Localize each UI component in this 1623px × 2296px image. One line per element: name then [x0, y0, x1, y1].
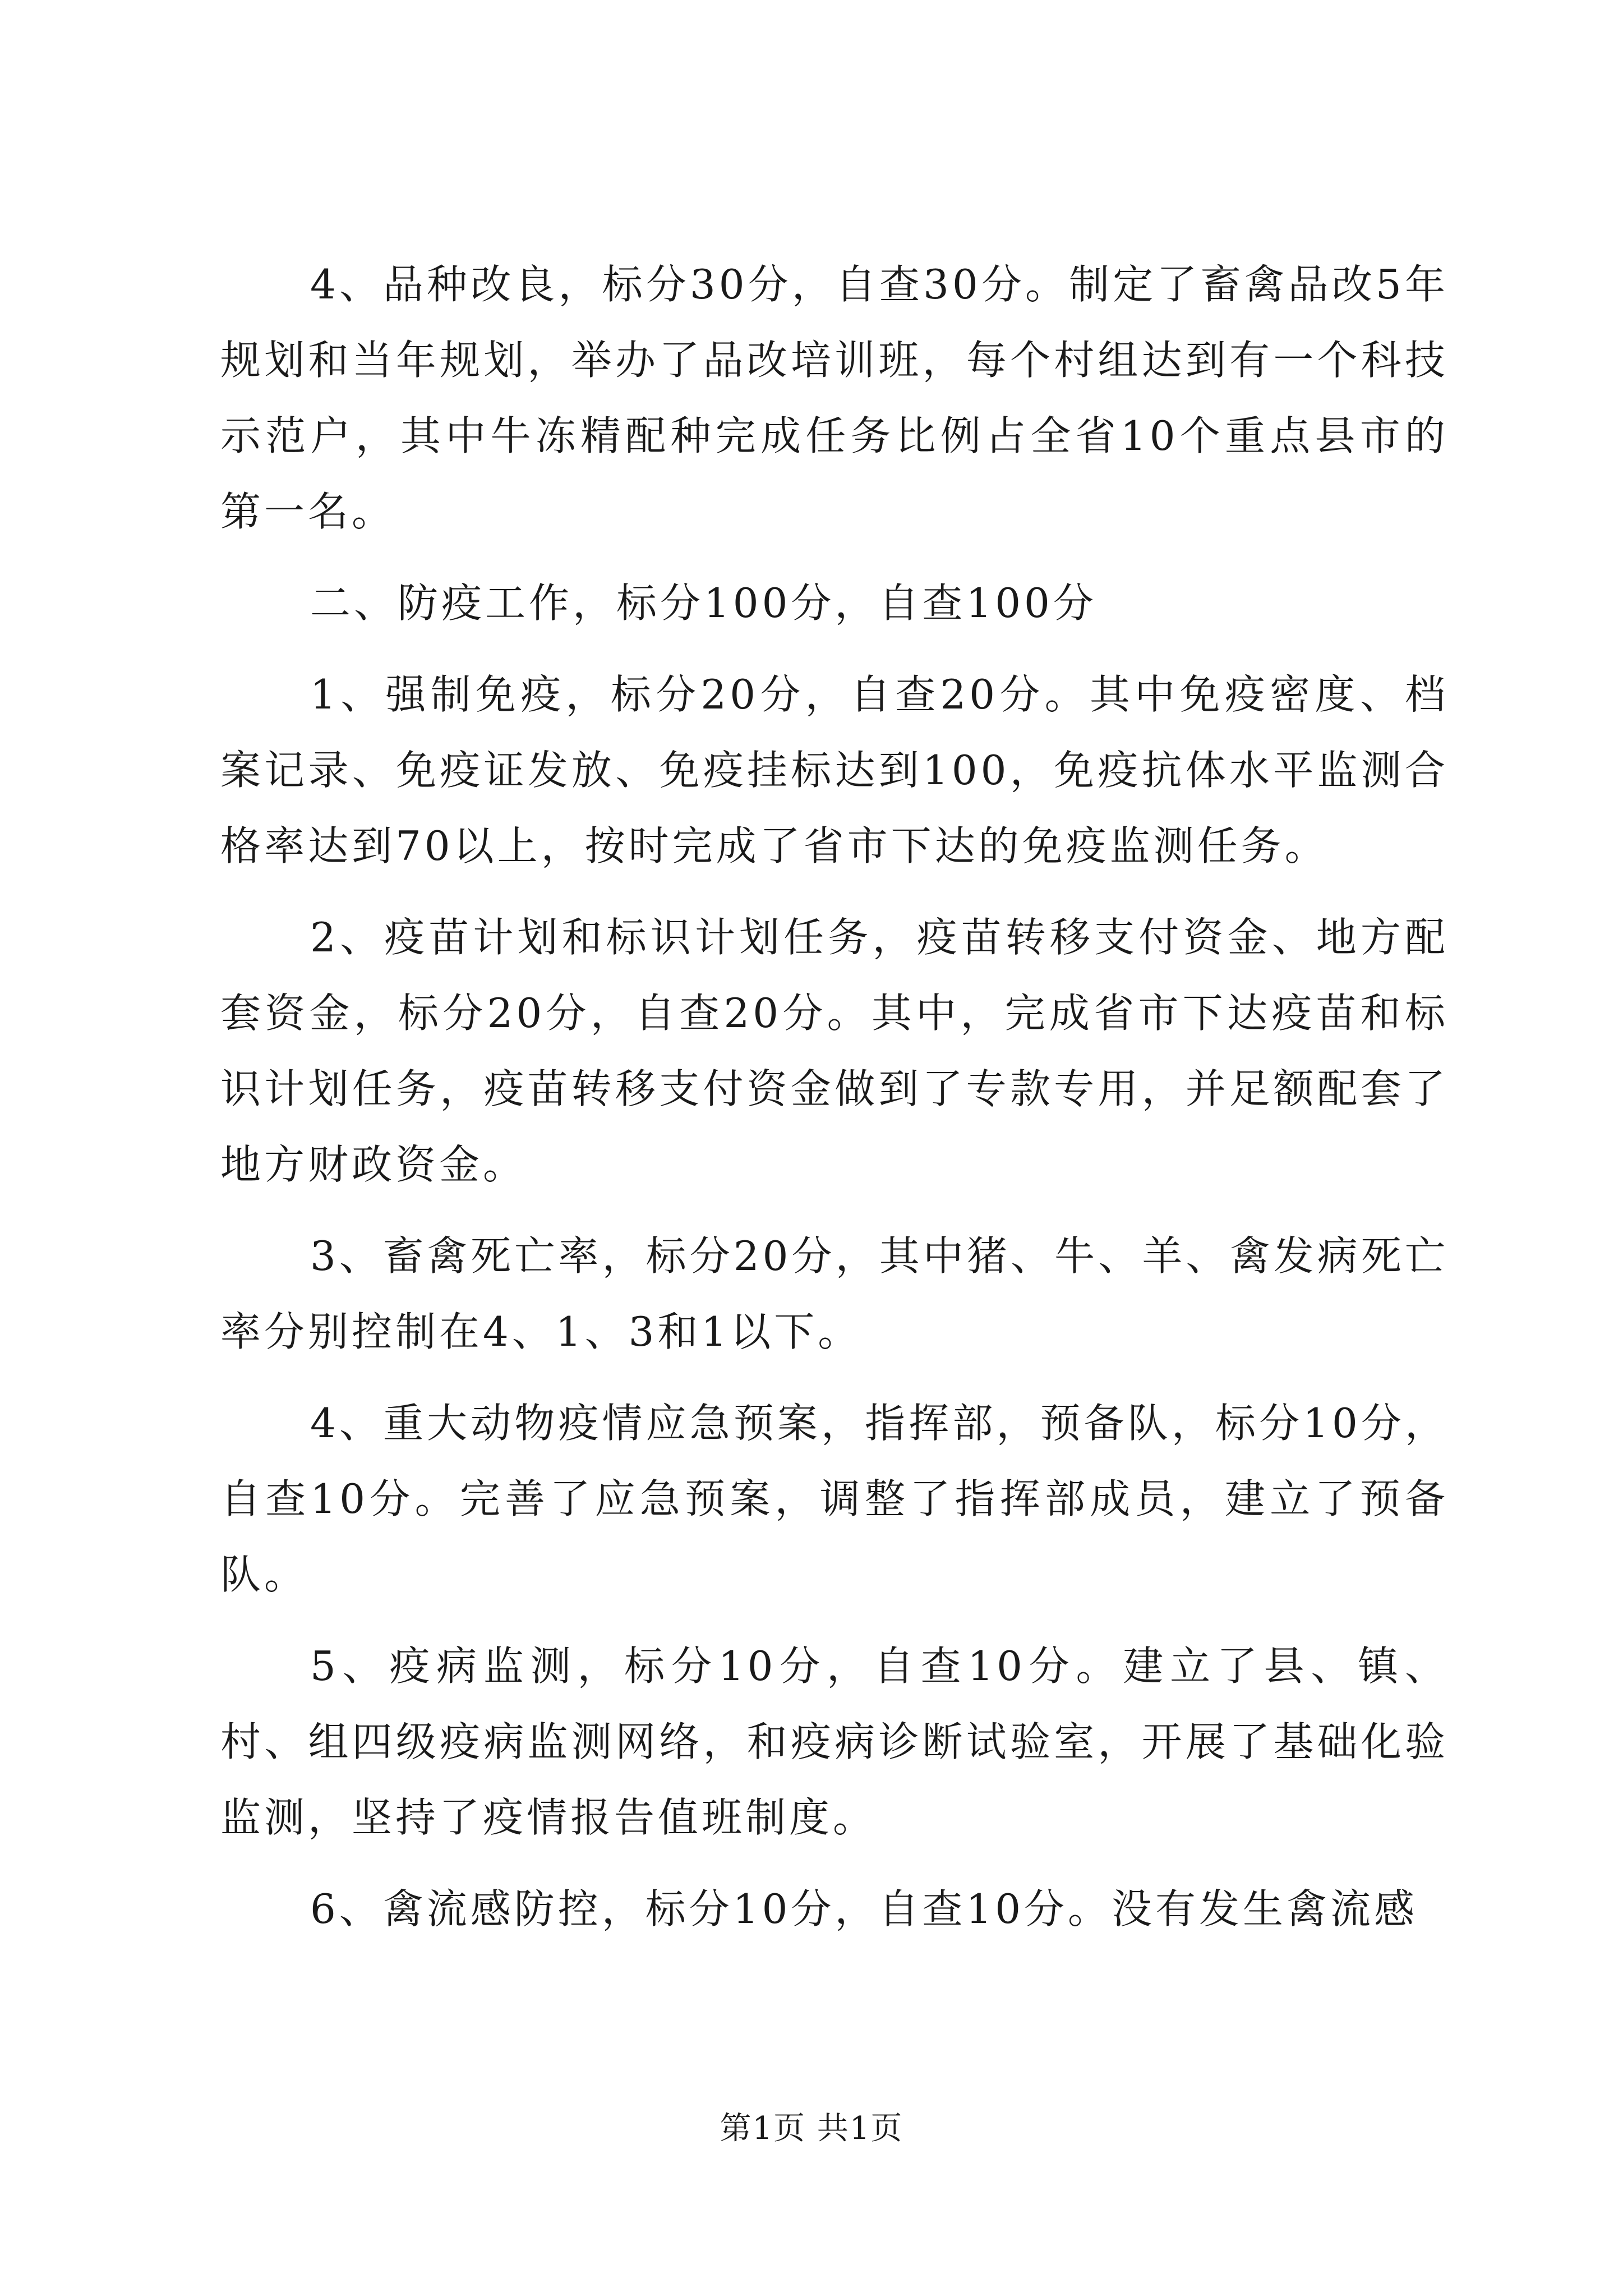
paragraph-mortality-rate: 3、畜禽死亡率，标分20分，其中猪、牛、羊、禽发病死亡率分别控制在4、1、3和1以下。 [220, 1232, 1449, 1355]
paragraph-disease-monitoring: 5、疫病监测，标分10分，自查10分。建立了县、镇、村、组四级疫病监测网络，和疫病诊断试验室，开展了基础化验监测，坚持了疫情报告值班制度。 [220, 1642, 1449, 1841]
paragraph-breed-improvement: 4、品种改良，标分30分，自查30分。制定了畜禽品改5年规划和当年规划，举办了品改培训班，每个村组达到有一个科技示范户，其中牛冻精配种完成任务比例占全省10个重点县市的第一名。 [220, 261, 1449, 535]
paragraph-avian-flu-control: 6、禽流感防控，标分10分，自查10分。没有发生禽流感 [310, 1885, 1418, 1932]
paragraph-mandatory-immunization: 1、强制免疫，标分20分，自查20分。其中免疫密度、档案记录、免疫证发放、免疫挂标达到100，免疫抗体水平监测合格率达到70以上，按时完成了省市下达的免疫监测任务。 [220, 671, 1449, 869]
page-footer [0, 2109, 1623, 2148]
paragraph-emergency-plan: 4、重大动物疫情应急预案，指挥部，预备队，标分10分，自查10分。完善了应急预案，调整了指挥部成员，建立了预备队。 [220, 1400, 1449, 1598]
paragraph-vaccine-plan: 2、疫苗计划和标识计划任务，疫苗转移支付资金、地方配套资金，标分20分，自查20分。其中，完成省市下达疫苗和标识计划任务，疫苗转移支付资金做到了专款专用，并足额配套了地方财政资金。 [220, 914, 1449, 1188]
heading-epidemic-prevention: 二、防疫工作，标分100分，自查100分 [310, 579, 1097, 627]
document-body [220, 247, 1449, 1947]
page-number-label: 第1页 共1页 [720, 2110, 903, 2147]
